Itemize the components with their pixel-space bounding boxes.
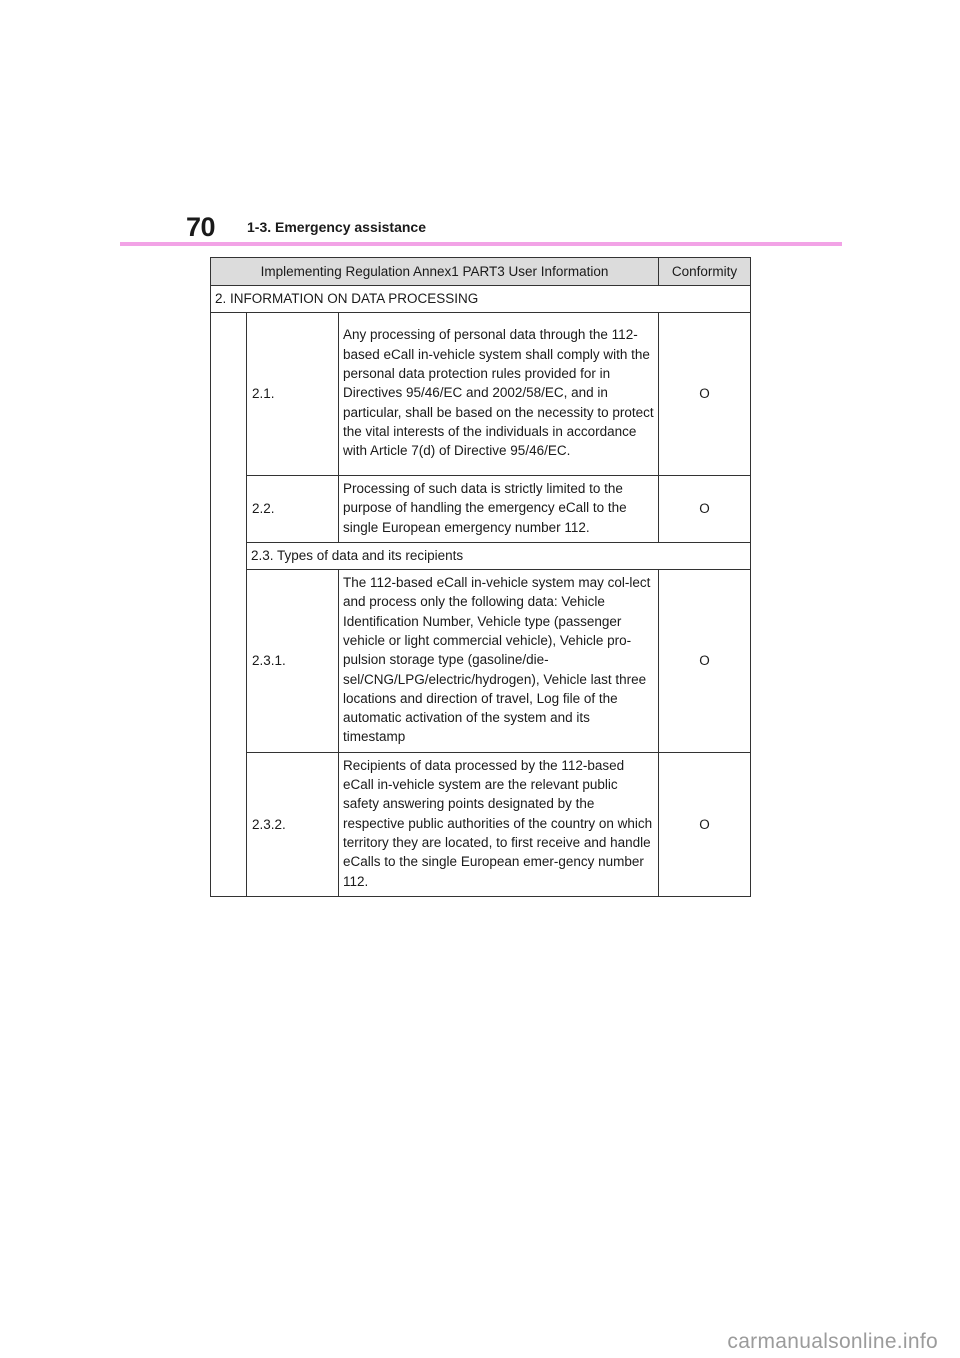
item-description: The 112-based eCall in-vehicle system may col-lect and process only the following data: Vehicle Identification Number, Vehicle type (passenger vehicle or light commercial vehicle), Vehicle pro-pulsion storage type (gasoline/die-sel/CNG/LPG/electric/hydrogen), Vehicle last three locations and direction of travel, Log file of the automatic activation of the system and its timestamp xyxy=(339,569,659,752)
subsection-heading-row xyxy=(211,542,751,569)
header-divider xyxy=(120,242,842,246)
column-header-user-information: Implementing Regulation Annex1 PART3 User Information xyxy=(211,258,659,286)
item-number: 2.1. xyxy=(247,313,339,476)
table-row xyxy=(211,313,751,476)
item-number: 2.3.2. xyxy=(247,752,339,896)
item-description: Recipients of data processed by the 112-based eCall in-vehicle system are the relevant public safety answering points designated by the respective public authorities of the country on which territory they are located, to first receive and handle eCalls to the single European emer-gency number 112. xyxy=(339,752,659,896)
watermark: carmanualsonline.info xyxy=(727,1330,938,1353)
page-number: 70 xyxy=(186,212,216,242)
item-conformity: O xyxy=(659,752,751,896)
item-conformity: O xyxy=(659,313,751,476)
item-number: 2.3.1. xyxy=(247,569,339,752)
section-heading: 2. INFORMATION ON DATA PROCESSING xyxy=(211,286,751,313)
item-description: Processing of such data is strictly limited to the purpose of handling the emergency eCall to the single European emergency number 112. xyxy=(339,476,659,543)
table-row xyxy=(211,752,751,896)
indent-cell xyxy=(211,313,247,897)
item-conformity: O xyxy=(659,569,751,752)
item-description: Any processing of personal data through the 112-based eCall in-vehicle system shall comply with the personal data protection rules provided for in Directives 95/46/EC and 2002/58/EC, and in particular, shall be based on the necessity to protect the vital interests of the individuals in accordance with Article 7(d) of Directive 95/46/EC. xyxy=(339,313,659,476)
section-heading-row xyxy=(211,286,751,313)
item-conformity: O xyxy=(659,476,751,543)
table-row xyxy=(211,569,751,752)
section-title: 1-3. Emergency assistance xyxy=(247,219,426,235)
table-row xyxy=(211,476,751,543)
item-number: 2.2. xyxy=(247,476,339,543)
regulation-table xyxy=(210,257,751,897)
subsection-heading: 2.3. Types of data and its recipients xyxy=(247,542,751,569)
column-header-conformity: Conformity xyxy=(659,258,751,286)
table-header-row xyxy=(211,258,751,286)
